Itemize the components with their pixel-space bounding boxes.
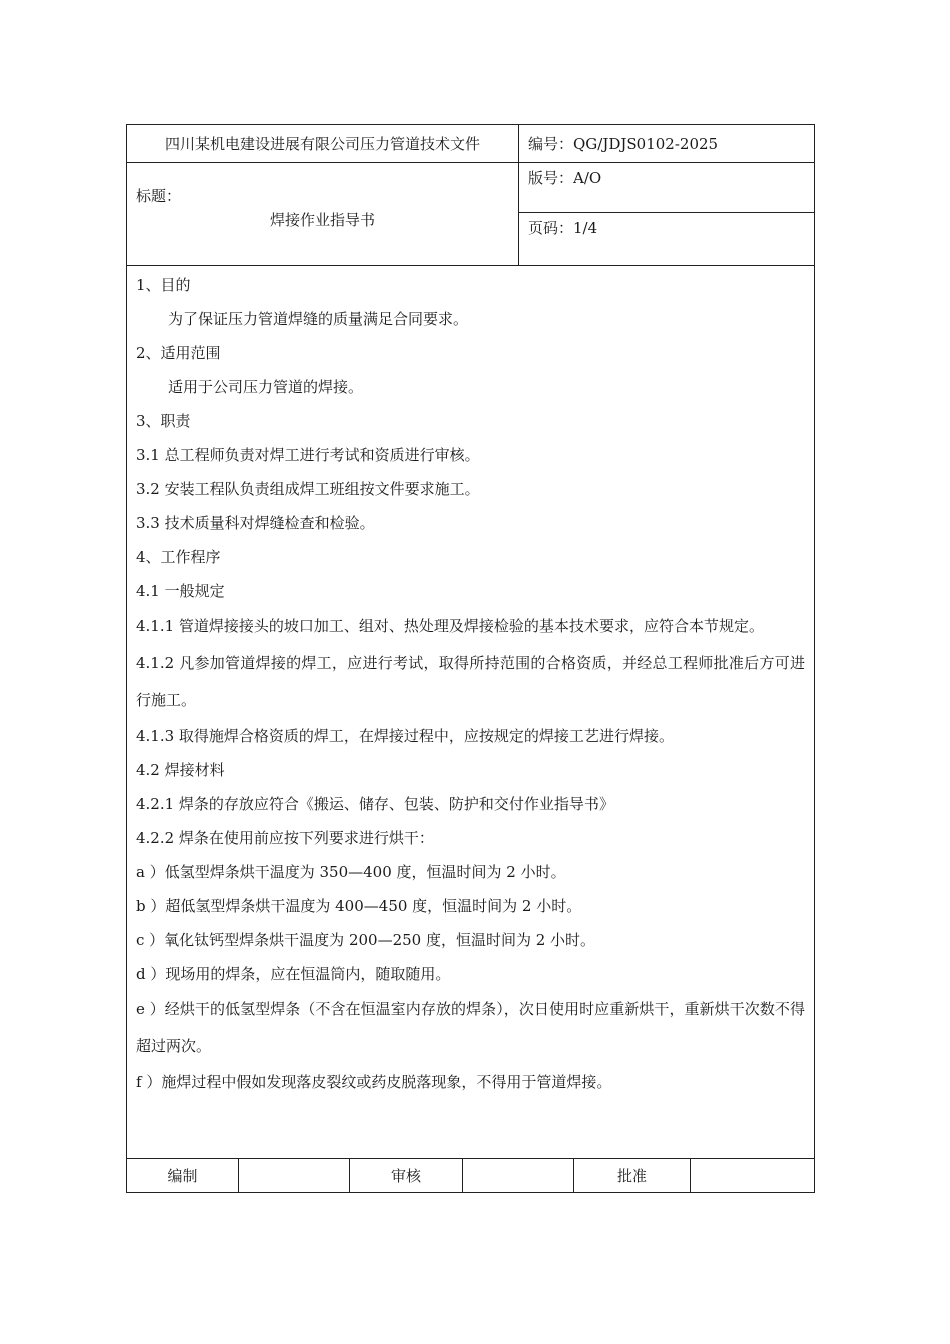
title-label: 标题： [136,187,182,205]
company-name: 四川某机电建设进展有限公司压力管道技术文件 [127,125,518,163]
header-left [127,125,519,265]
document-body [127,266,814,1159]
approved-field[interactable] [691,1159,814,1192]
header-right [519,125,814,265]
section-heading: 4、工作程序 [136,548,221,566]
reviewed-label: 审核 [350,1159,463,1192]
paragraph: 4.2.2 焊条在使用前应按下列要求进行烘干： [136,829,434,847]
paragraph: 3.3 技术质量科对焊缝检查和检验。 [136,514,375,532]
document-form [126,124,815,1193]
document-title: 焊接作业指导书 [269,211,375,229]
document-version: 版号：A/O [519,163,814,213]
list-item: c ）氧化钛钙型焊条烘干温度为 200—250 度，恒温时间为 2 小时。 [136,931,596,949]
list-item: b ）超低氢型焊条烘干温度为 400—450 度，恒温时间为 2 小时。 [136,897,582,915]
title-cell [127,163,518,265]
section-heading: 1、目的 [136,276,191,294]
paragraph: 4.1.3 取得施焊合格资质的焊工，在焊接过程中，应按规定的焊接工艺进行焊接。 [136,727,674,745]
paragraph: 4.1.1 管道焊接接头的坡口加工、组对、热处理及焊接检验的基本技术要求，应符合本节规定。 [136,617,764,635]
document-header [127,125,814,266]
document-code: 编号：QG/JDJS0102-2025 [519,125,814,163]
subsection-heading: 4.2 焊接材料 [136,761,225,779]
page-number: 页码：1/4 [528,219,598,237]
paragraph: 适用于公司压力管道的焊接。 [168,378,364,396]
list-item: f ）施焊过程中假如发现落皮裂纹或药皮脱落现象，不得用于管道焊接。 [136,1073,612,1091]
paragraph: 4.1.2 凡参加管道焊接的焊工，应进行考试，取得所持范围的合格资质，并经总工程师批准后方可进行施工。 [136,654,805,709]
reviewed-field[interactable] [463,1159,574,1192]
section-heading: 2、适用范围 [136,344,221,362]
compiled-label: 编制 [127,1159,239,1192]
paragraph: 为了保证压力管道焊缝的质量满足合同要求。 [168,310,469,328]
section-heading: 3、职责 [136,412,191,430]
list-item: e ）经烘干的低氢型焊条（不含在恒温室内存放的焊条），次日使用时应重新烘干，重新烘干次数不得超过两次。 [136,1000,805,1055]
subsection-heading: 4.1 一般规定 [136,582,225,600]
signature-row [127,1159,814,1192]
list-item: d ）现场用的焊条，应在恒温筒内，随取随用。 [136,965,451,983]
paragraph: 3.2 安装工程队负责组成焊工班组按文件要求施工。 [136,480,480,498]
list-item: a ）低氢型焊条烘干温度为 350—400 度，恒温时间为 2 小时。 [136,863,566,881]
paragraph: 4.2.1 焊条的存放应符合《搬运、储存、包装、防护和交付作业指导书》 [136,795,614,813]
paragraph: 3.1 总工程师负责对焊工进行考试和资质进行审核。 [136,446,480,464]
approved-label: 批准 [574,1159,691,1192]
compiled-field[interactable] [239,1159,350,1192]
